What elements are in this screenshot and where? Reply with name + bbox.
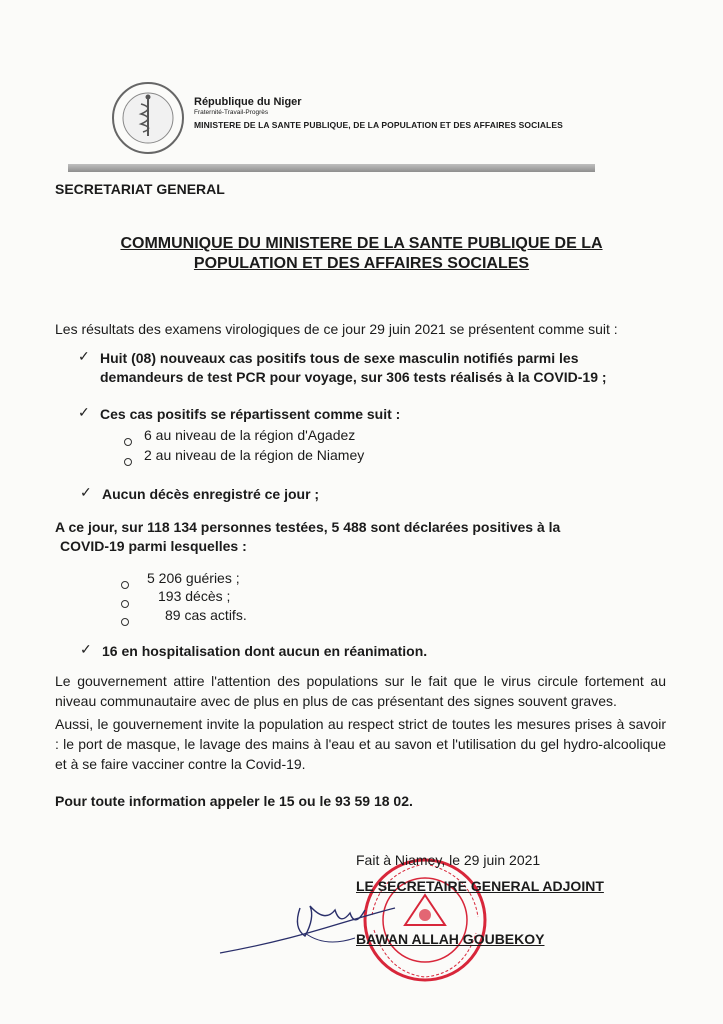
header-motto: Fraternité-Travail-Progrès [194,109,269,116]
check-icon: ✓ [80,484,92,500]
bullet-3-text: Aucun décès enregistré ce jour ; [102,486,320,502]
circle-bullet-icon [124,433,132,451]
circle-bullet-icon [121,576,129,594]
bullet-1-line-1: Huit (08) nouveaux cas positifs tous de sexe masculin notifiés parmi les [100,350,579,366]
bullet-4-text: 16 en hospitalisation dont aucun en réanimation. [102,643,428,659]
communique-title [60,234,663,274]
header-divider [68,164,595,172]
paragraph-measures: Aussi, le gouvernement invite la population au respect strict de toutes les mesures prises à savoir : le port de masque, le lavage des mains à l'eau et au savon et l'utilisation du gel hydro-alcoolique et à se faire vacciner contre la Covid-19. [55,716,666,772]
contact-text: Pour toute information appeler le 15 ou le 93 59 18 02. [55,793,413,809]
signatory-name: BAWAN ALLAH GOUBEKOY [356,931,545,947]
circle-bullet-icon [124,453,132,471]
check-icon: ✓ [78,348,90,364]
secretariat-label: SECRETARIAT GENERAL [55,181,225,197]
signature-role: LE SECRETAIRE GENERAL ADJOINT [356,878,604,894]
check-icon: ✓ [80,641,92,657]
stat-deaths: 193 décès ; [158,588,231,604]
bullet-1-line-2: demandeurs de test PCR pour voyage, sur 306 tests réalisés à la COVID-19 ; [100,369,607,385]
circle-bullet-icon [121,595,129,613]
title-line-2: POPULATION ET DES AFFAIRES SOCIALES [193,255,530,272]
stat-recovered: 5 206 guéries ; [147,570,240,586]
paragraph-virus: Le gouvernement attire l'attention des populations sur le fait que le virus circule fortement au niveau communautaire avec de plus en plus de cas présentant des signes souvent graves. [55,673,666,709]
ministry-seal-icon [110,80,186,156]
circle-bullet-icon [121,613,129,631]
bullet-2-sub-2: 2 au niveau de la région de Niamey [144,447,365,463]
bullet-2-text: Ces cas positifs se répartissent comme suit : [100,406,401,422]
title-line-1: COMMUNIQUE DU MINISTERE DE LA SANTE PUBLIQUE DE LA [120,235,603,252]
header-republic: République du Niger [194,96,302,108]
summary-line-2: COVID-19 parmi lesquelles : [60,538,247,554]
intro-text: Les résultats des examens virologiques de ce jour 29 juin 2021 se présentent comme suit : [55,321,618,337]
stat-active: 89 cas actifs. [165,607,247,623]
header-ministry: MINISTERE DE LA SANTE PUBLIQUE, DE LA POPULATION ET DES AFFAIRES SOCIALES [194,120,563,130]
bullet-2-sub-1: 6 au niveau de la région d'Agadez [144,427,356,443]
summary-line-1: A ce jour, sur 118 134 personnes testées, 5 488 sont déclarées positives à la [55,519,561,535]
signature-place-date: Fait à Niamey, le 29 juin 2021 [356,852,541,868]
check-icon: ✓ [78,404,90,420]
